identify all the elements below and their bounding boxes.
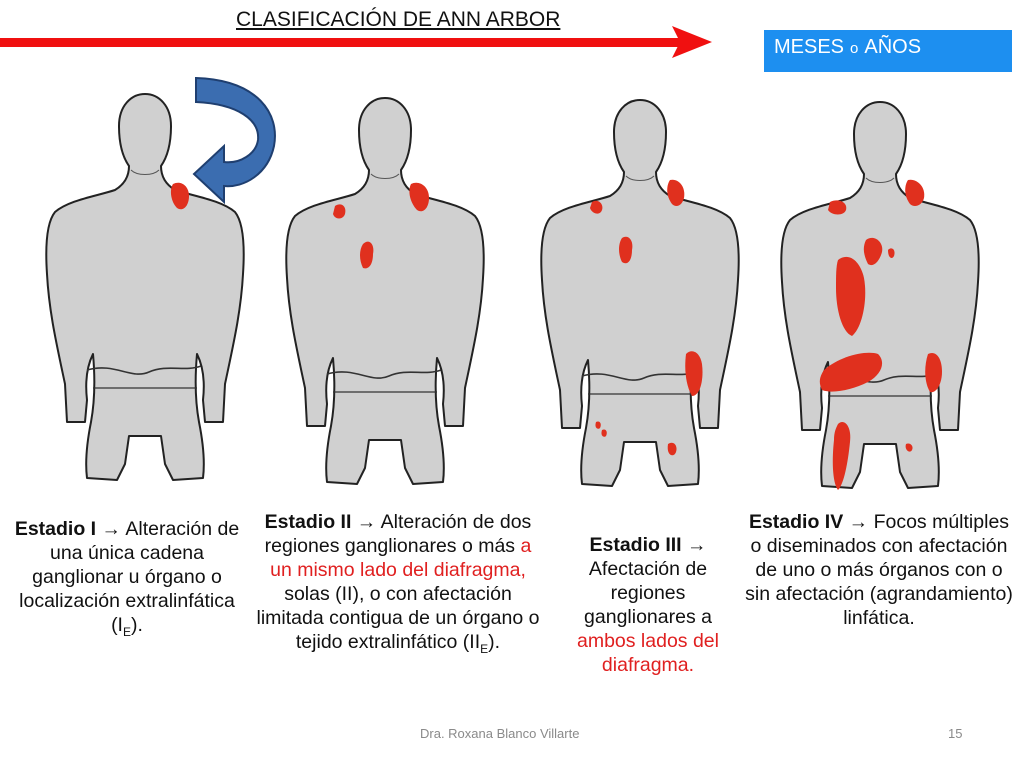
footer-page-number: 15 bbox=[948, 726, 963, 741]
curved-progression-arrow bbox=[188, 74, 280, 214]
stage-1-tail: ). bbox=[131, 614, 143, 636]
stage-2-text-post: solas (II), o con afectación limitada contigua de un órgano o tejido extralinfático (II bbox=[256, 583, 540, 653]
lesion-chest bbox=[619, 237, 632, 264]
stage-2-text-highlight: a un mismo lado del diafragma, bbox=[270, 535, 532, 581]
stage-1-title: Estadio I bbox=[14, 518, 97, 540]
stage-2-tail: ). bbox=[488, 631, 501, 653]
stage-4-text: Focos múltiples o diseminados con afectación de uno o más órganos con o sin afectación (agrandamiento) linfática. bbox=[745, 511, 1013, 629]
stage-2-title: Estadio II bbox=[264, 511, 352, 533]
stage-4-caption bbox=[742, 510, 1016, 630]
time-label-o: o bbox=[850, 40, 859, 57]
stage-2-subscript: E bbox=[480, 641, 489, 656]
lesion-groin-left bbox=[601, 429, 606, 436]
stage-3-text-pre: Afectación de regiones ganglionares a bbox=[584, 558, 712, 628]
stage-3-arrow: → bbox=[687, 534, 707, 556]
time-label-anos: AÑOS bbox=[864, 36, 922, 58]
torso-figure-stage-3 bbox=[540, 90, 740, 500]
stage-3-text-highlight: ambos lados del diafragma. bbox=[576, 630, 719, 676]
stage-1-arrow: → bbox=[101, 518, 122, 540]
lesion-hip-left bbox=[595, 421, 600, 428]
stage-3-caption bbox=[558, 533, 738, 677]
stage-2-text-pre: Alteración de dos regiones ganglionares o más bbox=[264, 511, 532, 557]
stage-1-text: Alteración de una única cadena ganglionar u órgano o localización extralinfática (I bbox=[19, 518, 240, 636]
torso-figure-stage-4 bbox=[780, 92, 980, 502]
stage-4-title: Estadio IV bbox=[748, 511, 844, 533]
stage-1-subscript: E bbox=[122, 624, 131, 639]
torso-figure-stage-2 bbox=[285, 88, 485, 498]
footer-author: Dra. Roxana Blanco Villarte bbox=[420, 726, 580, 741]
stage-3-title: Estadio III bbox=[589, 534, 682, 556]
time-label-meses: MESES bbox=[774, 36, 845, 58]
stage-1-caption bbox=[8, 517, 246, 644]
time-label-box bbox=[764, 30, 1012, 72]
stage-2-caption bbox=[256, 510, 540, 661]
stage-4-arrow: → bbox=[848, 511, 869, 533]
page-title: CLASIFICACIÓN DE ANN ARBOR bbox=[236, 8, 561, 31]
timeline-arrow bbox=[0, 24, 716, 64]
stage-2-arrow: → bbox=[356, 511, 377, 533]
